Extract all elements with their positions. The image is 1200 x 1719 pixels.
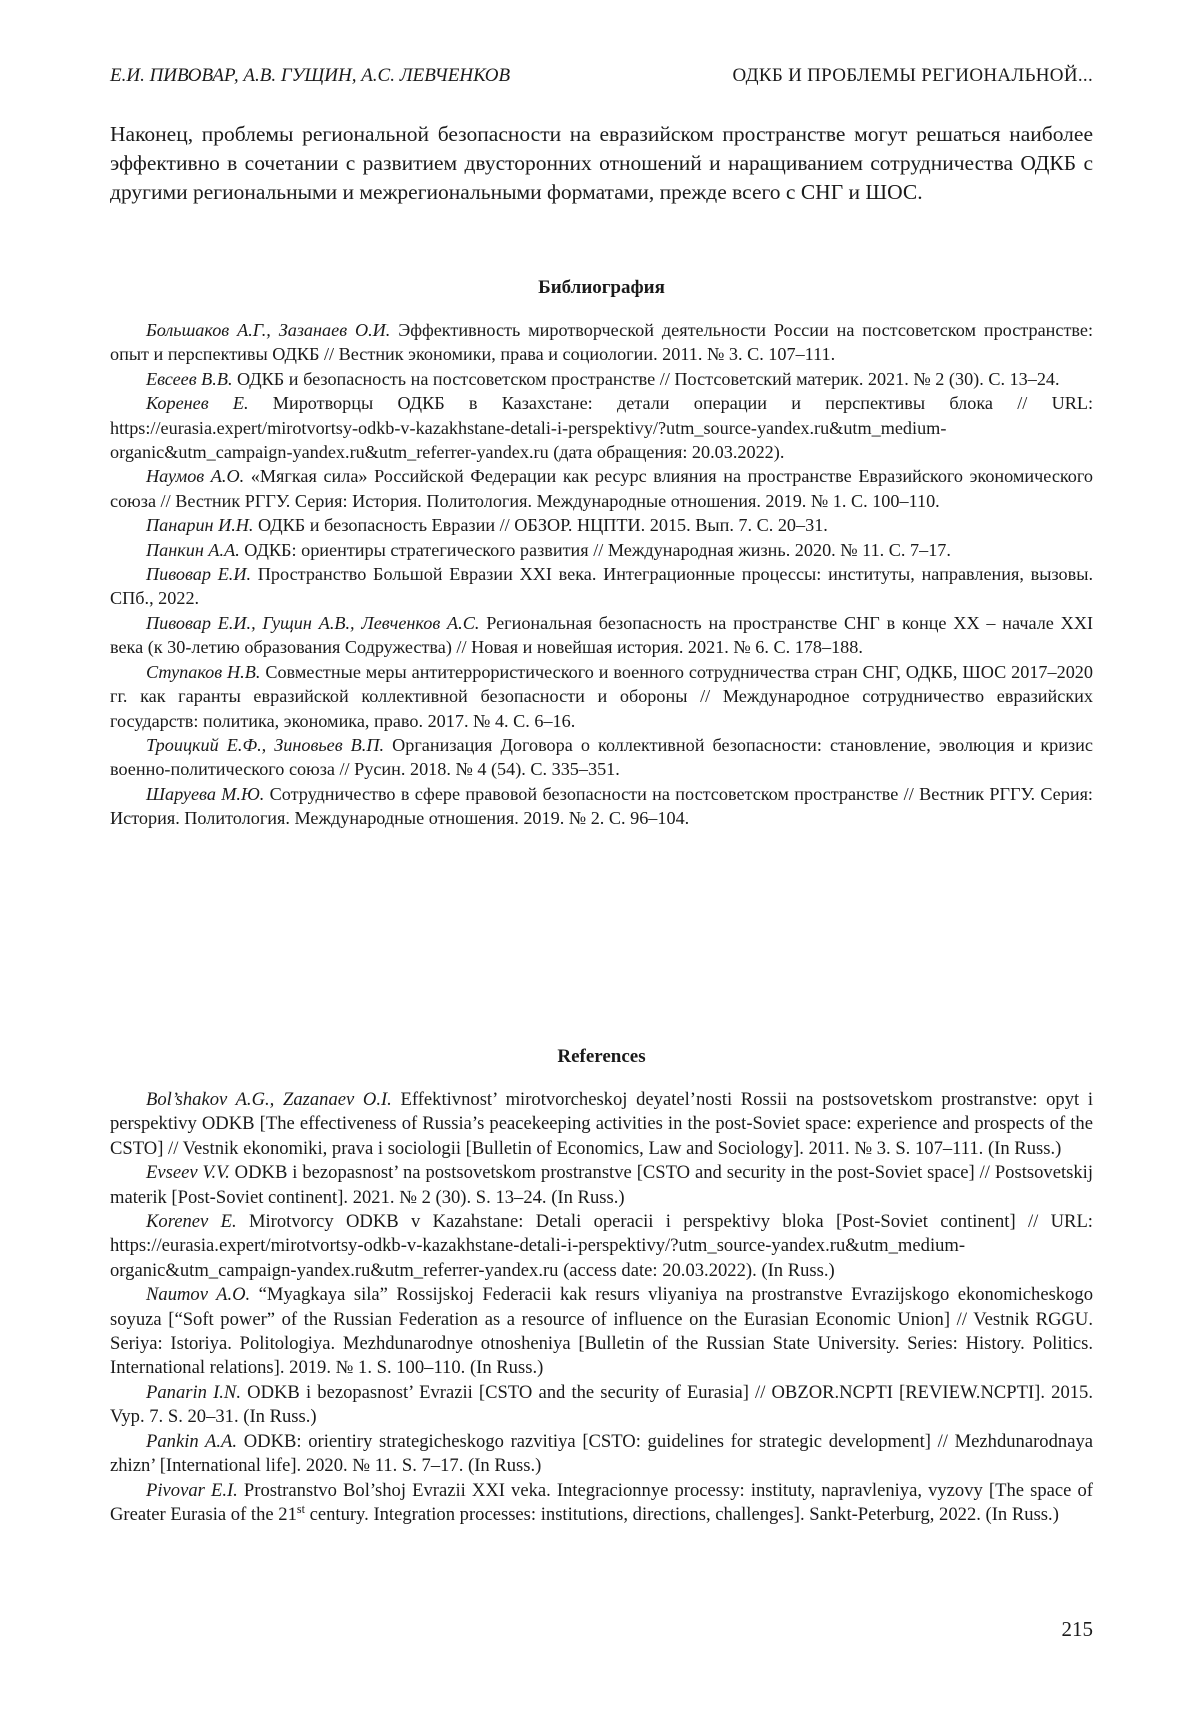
bibliography-entry	[110, 513, 1093, 537]
entry-authors: Korenev E.	[146, 1211, 237, 1233]
page-number: 215	[1061, 1617, 1093, 1641]
bibliography-heading: Библиография	[538, 277, 665, 298]
entry-text: Mirotvorcy ODKB v Kazahstane: Detali operacii i perspektivy bloka [Post-Soviet continent] // URL: https://eurasia.expert/mirotvortsy-odkb-v-kazakhstane-detali-i-perspektivy/?utm_source-yandex.ru&utm_medium-organic&utm_campaign-yandex.ru&utm_referrer-yandex.ru (access date: 20.03.2022). (In Russ.)	[110, 1211, 1093, 1281]
entry-text: ODKB i bezopasnost’ na postsovetskom prostranstve [CSTO and security in the post-Soviet space] // Postsovetskij materik [Post-Soviet continent]. 2021. № 2 (30). S. 13–24. (In Russ.)	[110, 1162, 1093, 1208]
entry-text: Совместные меры антитеррористического и военного сотрудничества стран СНГ, ОДКБ, ШОС 2017–2020 гг. как гаранты евразийской коллективной безопасности и обороны // Международное сотрудничество евразийских государств: политика, экономика, право. 2017. № 4. С. 6–16.	[110, 661, 1093, 731]
entry-authors: Evseev V.V.	[146, 1162, 230, 1184]
references-list	[110, 1088, 1093, 1527]
entry-authors: Панкин А.А.	[146, 539, 240, 560]
entry-authors: Panarin I.N.	[146, 1381, 241, 1403]
entry-text-continued: century. Integration processes: institutions, directions, challenges]. Sankt-Peterburg, 2022. (In Russ.)	[304, 1503, 1059, 1525]
bibliography-entry	[110, 562, 1093, 611]
entry-authors: Троицкий Е.Ф., Зиновьев В.П.	[146, 734, 385, 755]
reference-entry	[110, 1088, 1093, 1161]
bibliography-list	[110, 318, 1093, 831]
entry-authors: Ступаков Н.В.	[146, 661, 261, 682]
running-header-title: ОДКБ И ПРОБЛЕМЫ РЕГИОНАЛЬНОЙ...	[732, 65, 1093, 86]
reference-entry	[110, 1381, 1093, 1430]
entry-authors: Пивовар Е.И., Гущин А.В., Левченков А.С.	[146, 612, 480, 633]
entry-authors: Pankin A.A.	[146, 1430, 238, 1452]
bibliography-entry	[110, 660, 1093, 733]
reference-entry	[110, 1430, 1093, 1479]
entry-text: Региональная безопасность на пространстве СНГ в конце XX – начале XXI века (к 30-летию образования Содружества) // Новая и новейшая история. 2021. № 6. С. 178–188.	[110, 612, 1094, 658]
conclusion-paragraph: Наконец, проблемы региональной безопасности на евразийском пространстве могут решаться наиболее эффективно в сочетании с развитием двусторонних отношений и наращиванием сотрудничества ОДКБ с другими региональными и межрегиональными форматами, прежде всего с СНГ и ШОС.	[110, 122, 1093, 204]
entry-text: Effektivnost’ mirotvorcheskoj deyatel’nosti Rossii na postsovetskom prostranstve: opyt i perspektivy ODKB [The effectiveness of Russia’s peacekeeping activities in the post-Soviet space: experience and prospects of the CSTO] // Vestnik ekonomiki, prava i sociologii [Bulletin of Economics, Law and Sociology]. 2011. № 3. S. 107–111. (In Russ.)	[110, 1089, 1094, 1159]
entry-text: «Мягкая сила» Российской Федерации как ресурс влияния на пространстве Евразийского экономического союза // Вестник РГГУ. Серия: История. Политология. Международные отношения. 2019. № 1. С. 100–110.	[110, 466, 1094, 511]
entry-authors: Bol’shakov A.G., Zazanaev O.I.	[146, 1089, 392, 1110]
reference-entry	[110, 1479, 1093, 1528]
running-header-authors: Е.И. ПИВОВАР, А.В. ГУЩИН, А.С. ЛЕВЧЕНКОВ	[110, 65, 511, 86]
bibliography-entry	[110, 538, 1093, 562]
entry-text: ODKB: orientiry strategicheskogo razvitiya [CSTO: guidelines for strategic development] // Mezhdunarodnaya zhizn’ [International life]. 2020. № 11. S. 7–17. (In Russ.)	[110, 1430, 1093, 1477]
bibliography-entry	[110, 318, 1093, 367]
entry-text: ОДКБ и безопасность на постсоветском пространстве // Постсоветский материк. 2021. № 2 (30). С. 13–24.	[237, 368, 1060, 389]
bibliography-entry	[110, 367, 1093, 391]
entry-text: Сотрудничество в сфере правовой безопасности на постсоветском пространстве // Вестник РГГУ. Серия: История. Политология. Международные отношения. 2019. № 2. С. 96–104.	[110, 783, 1093, 829]
bibliography-entry	[110, 464, 1093, 513]
entry-text: Prostranstvo Bol’shoj Evrazii XXI veka. Integracionnye processy: instituty, napravleniya, vyzovy [The space of Greater Eurasia of the 21	[110, 1479, 1094, 1525]
entry-text: Миротворцы ОДКБ в Казахстане: детали операции и перспективы блока // URL: https://eurasia.expert/mirotvortsy-odkb-v-kazakhstane-detali-i-perspektivy/?utm_source-yandex.ru&utm_medium-organic&utm_campaign-yandex.ru&utm_referrer-yandex.ru (дата обращения: 20.03.2022).	[110, 393, 1093, 463]
entry-authors: Евсеев В.В.	[146, 368, 233, 389]
entry-text: ОДКБ: ориентиры стратегического развития // Международная жизнь. 2020. № 11. С. 7–17.	[244, 539, 951, 560]
entry-text: Эффективность миротворческой деятельности России на постсоветском пространстве: опыт и перспективы ОДКБ // Вестник экономики, права и социологии. 2011. № 3. С. 107–111.	[110, 320, 1093, 365]
entry-authors: Наумов А.О.	[146, 466, 245, 487]
entry-authors: Pivovar E.I.	[146, 1479, 238, 1501]
entry-authors: Пивовар Е.И.	[146, 564, 252, 585]
entry-text: “Myagkaya sila” Rossijskoj Federacii kak resurs vliyaniya na prostranstve Evrazijskogo ekonomicheskogo soyuza [“Soft power” of the Russian Federation as a resource of influence on the Eurasian Economic Union] // Vestnik RGGU. Seriya: Istoriya. Politologiya. Mezhdunarodnye otnosheniya [Bulletin of the Russian State University. Series: History. Politics. International relations]. 2019. № 1. S. 100–110. (In Russ.)	[110, 1284, 1093, 1379]
ordinal-superscript: st	[296, 1501, 305, 1516]
entry-text: Организация Договора о коллективной безопасности: становление, эволюция и кризис военно-политического союза // Русин. 2018. № 4 (54). С. 335–351.	[110, 734, 1093, 780]
reference-entry	[110, 1161, 1093, 1210]
bibliography-entry	[110, 782, 1093, 831]
references-heading: References	[557, 1046, 646, 1067]
entry-text: Пространство Большой Евразии XXI века. Интеграционные процессы: институты, направления, вызовы. СПб., 2022.	[110, 564, 1093, 609]
entry-authors: Панарин И.Н.	[146, 515, 254, 536]
entry-text: ODKB i bezopasnost’ Evrazii [CSTO and the security of Eurasia] // OBZOR.NCPTI [REVIEW.NCPTI]. 2015. Vyp. 7. S. 20–31. (In Russ.)	[110, 1381, 1093, 1428]
entry-authors: Naumov A.O.	[146, 1284, 251, 1306]
entry-authors: Коренев Е.	[146, 393, 249, 414]
bibliography-entry	[110, 733, 1093, 782]
entry-text: ОДКБ и безопасность Евразии // ОБЗОР. НЦПТИ. 2015. Вып. 7. С. 20–31.	[258, 515, 828, 536]
entry-authors: Большаков А.Г., Зазанаев О.И.	[146, 320, 391, 340]
reference-entry	[110, 1283, 1093, 1381]
bibliography-entry	[110, 611, 1093, 660]
entry-authors: Шаруева М.Ю.	[146, 783, 265, 804]
bibliography-entry	[110, 391, 1093, 464]
reference-entry	[110, 1210, 1093, 1283]
